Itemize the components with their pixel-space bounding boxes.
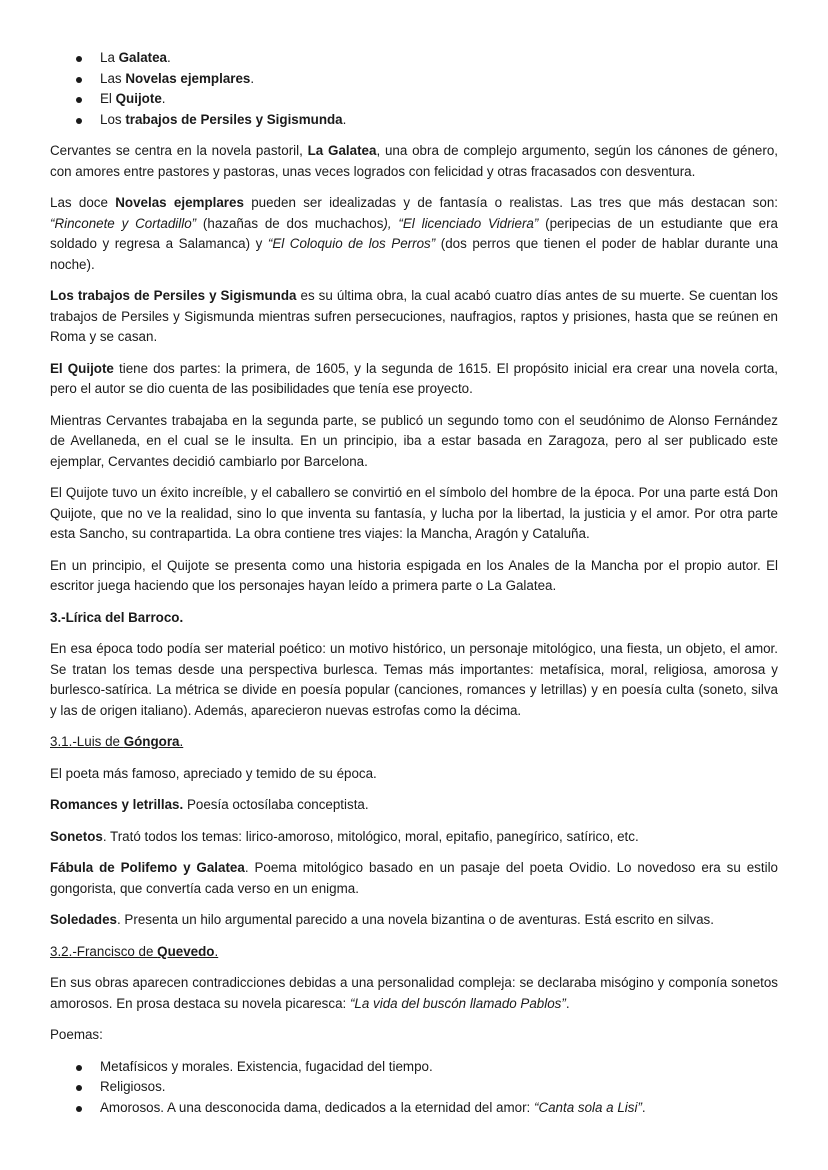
paragraph-soledades: Soledades. Presenta un hilo argumental parecido a una novela bizantina o de aventuras. Está escrito en silvas.	[50, 912, 714, 927]
list-item: Amorosos. A una desconocida dama, dedicados a la eternidad del amor: “Canta sola a Lisi”.	[50, 1098, 778, 1119]
list-item: Religiosos.	[50, 1077, 778, 1098]
poemas-list	[50, 1057, 778, 1119]
list-item: Metafísicos y morales. Existencia, fugacidad del tiempo.	[50, 1057, 778, 1078]
heading-lirica: 3.-Lírica del Barroco.	[50, 609, 184, 625]
list-item: El Quijote.	[50, 89, 778, 110]
list-item: La Galatea.	[50, 48, 778, 69]
paragraph-sonetos: Sonetos. Trató todos los temas: lirico-amoroso, mitológico, moral, epitafio, panegírico, satírico, etc.	[50, 828, 639, 844]
paragraph-avellaneda: Mientras Cervantes trabajaba en la segunda parte, se publicó un segundo tomo con el seudónimo de Alonso Fernández de Avellaneda, en el cual se le insulta. En un principio, iba a estar basada en Zaragoza, pero al ser publicado este ejemplar, Cervantes decidió cambiarlo por Barcelona.	[50, 412, 778, 469]
list-item: Los trabajos de Persiles y Sigismunda.	[50, 110, 778, 131]
works-list	[50, 48, 778, 130]
document-page	[50, 48, 778, 1129]
paragraph-quijote: El Quijote tiene dos partes: la primera, de 1605, y la segunda de 1615. El propósito inicial era crear una novela corta, pero el autor se dio cuenta de las posibilidades que tenía ese proyecto.	[50, 360, 778, 396]
list-item: Las Novelas ejemplares.	[50, 69, 778, 90]
paragraph-galatea: Cervantes se centra en la novela pastoril, La Galatea, una obra de complejo argumento, según los cánones de género, con amores entre pastores y pastoras, unas veces logrados con felicidad y otras fracasados con desventura.	[50, 143, 779, 179]
paragraph-anales: En un principio, el Quijote se presenta como una historia espigada en los Anales de la Mancha por el propio autor. El escritor juega haciendo que los personajes hayan leído a primera parte o La Galatea.	[50, 557, 778, 593]
heading-quevedo: 3.2.-Francisco de Quevedo.	[50, 943, 219, 959]
paragraph-novelas: Las doce Novelas ejemplares pueden ser idealizadas y de fantasía o realistas. Las tres que más destacan son: “Rinconete y Cortadillo” (hazañas de dos muchachos), “El licenciado Vidriera” (peripecias de un estudiante que era soldado y regresa a Salamanca) y “El Coloquio de los Perros” (dos perros que tienen el poder de hablar durante una noche).	[50, 195, 779, 272]
paragraph-poemas: Poemas:	[50, 1027, 103, 1042]
heading-gongora: 3.1.-Luis de Góngora.	[50, 734, 184, 749]
paragraph-persiles: Los trabajos de Persiles y Sigismunda es su última obra, la cual acabó cuatro días antes de su muerte. Se cuentan los trabajos de Persiles y Sigismunda mientras sufren persecuciones, naufragios, raptos y prisiones, hasta que se reúnen en Roma y se casan.	[50, 288, 778, 344]
paragraph-quevedo: En sus obras aparecen contradicciones debidas a una personalidad compleja: se declaraba misógino y componía sonetos amorosos. En prosa destaca su novela picaresca: “La vida del buscón llamado Pablos”.	[50, 975, 778, 1011]
paragraph-polifemo: Fábula de Polifemo y Galatea. Poema mitológico basado en un pasaje del poeta Ovidio. Lo novedoso era su estilo gongorista, que convertía cada verso en un enigma.	[50, 860, 778, 896]
paragraph-romances: Romances y letrillas. Poesía octosílaba conceptista.	[50, 797, 369, 812]
paragraph-exito: El Quijote tuvo un éxito increíble, y el caballero se convirtió en el símbolo del hombre de la época. Por una parte está Don Quijote, que no ve la realidad, sino lo que inventa su fantasía, y lucha por la libertad, la justicia y el amor. Por otra parte esta Sancho, su contrapartida. La obra contiene tres viajes: la Mancha, Aragón y Cataluña.	[50, 485, 778, 541]
paragraph-gongora-intro: El poeta más famoso, apreciado y temido de su época.	[50, 765, 377, 781]
paragraph-lirica: En esa época todo podía ser material poético: un motivo histórico, un personaje mitológico, una fiesta, un objeto, el amor. Se tratan los temas desde una perspectiva burlesca. Temas más importantes: metafísica, moral, religiosa, amorosa y burlesco-satírica. La métrica se divide en poesía popular (canciones, romances y letrillas) y en poesía culta (soneto, silva y las de origen italiano). Además, aparecieron nuevas estrofas como la décima.	[50, 641, 778, 718]
